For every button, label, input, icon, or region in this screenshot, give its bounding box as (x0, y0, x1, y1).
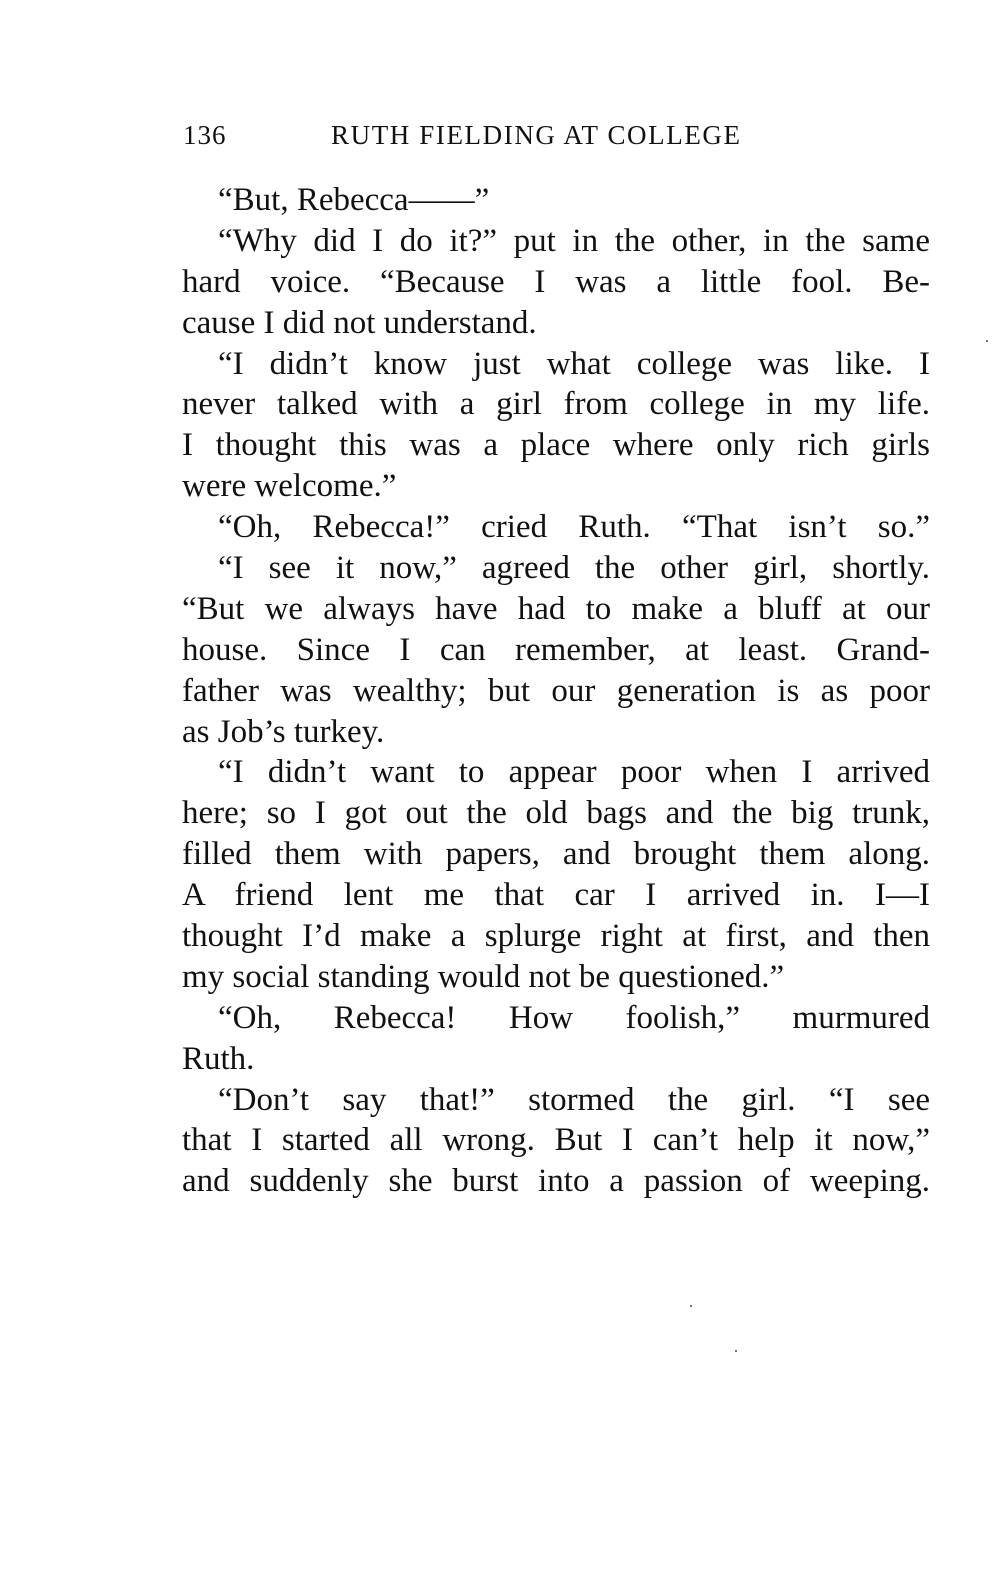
text-line: “But, Rebecca——” (218, 182, 490, 218)
text-line: thought I’d make a splurge right at first, and then (182, 918, 930, 955)
text-line: as Job’s turkey. (182, 713, 385, 750)
text-line: “But we always have had to make a bluff at our (182, 590, 930, 627)
running-head (183, 120, 783, 160)
body-text (182, 180, 930, 1202)
text-line: “Don’t say that!” stormed the girl. “I see (218, 1081, 930, 1118)
text-line: I thought this was a place where only rich girls (182, 427, 930, 464)
text-line: my social standing would not be questioned.” (182, 958, 785, 995)
text-line: “Why did I do it?” put in the other, in the same (218, 222, 930, 259)
text-line: “I didn’t know just what college was like. I (218, 345, 930, 382)
text-line: were welcome.” (182, 468, 397, 505)
page-number: 136 (183, 120, 227, 150)
print-speck (986, 340, 988, 342)
text-line: that I started all wrong. But I can’t help it now,” (182, 1122, 930, 1159)
text-line: house. Since I can remember, at least. Grand- (182, 631, 930, 668)
print-speck (735, 1350, 737, 1352)
text-line: never talked with a girl from college in my life. (182, 386, 930, 423)
text-line: A friend lent me that car I arrived in. I—I (182, 877, 930, 914)
text-line: “Oh, Rebecca! How foolish,” murmured (218, 999, 930, 1036)
text-line: “I didn’t want to appear poor when I arrived (218, 754, 930, 791)
text-line: hard voice. “Because I was a little fool. Be- (182, 263, 930, 300)
running-title: RUTH FIELDING AT COLLEGE (331, 120, 742, 150)
text-line: filled them with papers, and brought them along. (182, 836, 930, 873)
text-line: and suddenly she burst into a passion of weeping. (182, 1163, 930, 1200)
text-line: Ruth. (182, 1040, 255, 1077)
text-line: “I see it now,” agreed the other girl, shortly. (218, 550, 930, 587)
text-line: “Oh, Rebecca!” cried Ruth. “That isn’t so.” (218, 509, 930, 546)
text-line: cause I did not understand. (182, 304, 537, 341)
text-line: father was wealthy; but our generation is as poor (182, 672, 930, 709)
text-line: here; so I got out the old bags and the big trunk, (182, 795, 930, 832)
print-speck (690, 1305, 692, 1307)
